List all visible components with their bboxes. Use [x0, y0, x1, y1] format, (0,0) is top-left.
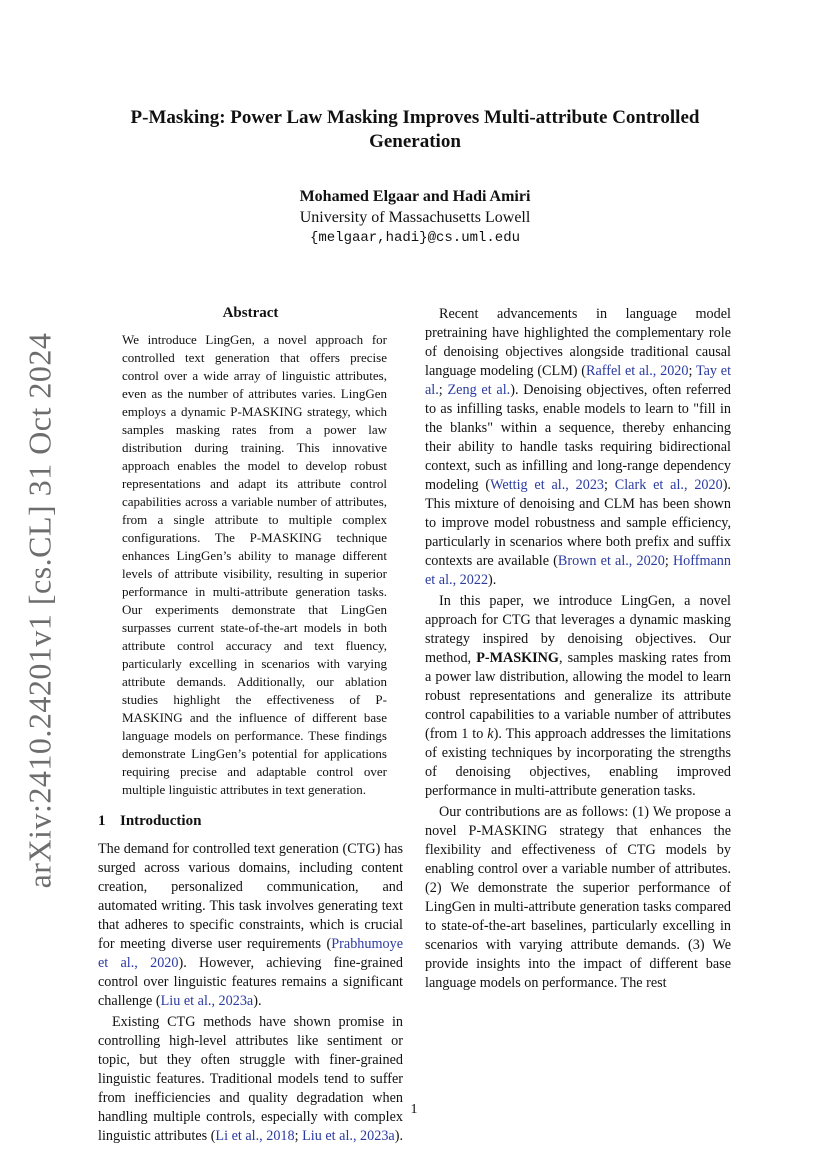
citation-link[interactable]: Clark et al., 2020 [614, 477, 723, 493]
text-run: Existing CTG methods have shown promise in controlling high-level attributes like sentiment or topic, but they often struggle with finer-grained linguistic features. Traditional models tend to suffer from inefficiencies and quality degradation when handling multiple controls, especially with complex linguistic attributes ( [98, 1014, 403, 1144]
citation-link[interactable]: Li et al., 2018 [215, 1128, 295, 1144]
math-variable: k [487, 726, 494, 742]
method-name: P-MASKING [476, 650, 559, 666]
text-run: ). This mixture of denoising and CLM has been shown to improve model robustness and sample efficiency, particularly in scenarios where both prefix and suffix contexts are available ( [425, 477, 731, 569]
citation-link[interactable]: Hoffmann et al., 2022 [425, 553, 731, 588]
intro-paragraph-3 [425, 305, 731, 590]
abstract-text: We introduce LingGen, a novel approach for controlled text generation that offers precise control over a wide array of linguistic attributes, even as the number of attributes varies. LingGen employs a dynamic P-MASKING strategy, which samples masking rates from a power law distribution during training. This innovative approach enables the model to develop robust representations and adapt its attribute control capabilities across a variable number of attributes, from a single attribute to multiple complex configurations. The P-MASKING technique enhances LingGen’s ability to manage different levels of attribute visibility, resulting in superior performance in multi-attribute generation tasks. Our experiments demonstrate that LingGen surpasses current state-of-the-art models in both attribute control accuracy and text fluency, particularly excelling in scenarios with varying attribute demands. Additionally, our ablation studies highlight the effectiveness of P-MASKING and the influence of different base language models on performance. These findings demonstrate LingGen’s potential for applications requiring precise and adaptable control over multiple linguistic attributes in text generation. [122, 332, 387, 797]
text-run: , samples masking rates from a power law distribution, allowing the model to learn robust representations and generalize its attribute control capabilities to a variable number of attributes (from 1 to [425, 650, 731, 742]
text-run: ; [438, 382, 448, 398]
section-number: 1 [98, 813, 106, 829]
text-run: ; [294, 1128, 303, 1144]
arxiv-stamp-text: arXiv:2410.24201v1 [cs.CL] 31 Oct 2024 [21, 332, 58, 888]
author-names: Mohamed Elgaar and Hadi Amiri [299, 188, 531, 205]
citation-link[interactable]: Liu et al., 2023a [302, 1128, 395, 1144]
citation-link[interactable]: Raffel et al., 2020 [586, 363, 689, 379]
citation-link[interactable]: Prabhumoye et al., 2020 [98, 936, 403, 971]
paper-title: P-Masking: Power Law Masking Improves Multi-attribute Controlled Generation [130, 107, 700, 152]
page-number: 1 [410, 1102, 418, 1117]
intro-paragraph-1 [98, 840, 403, 1011]
arxiv-stamp [12, 332, 68, 888]
citation-link[interactable]: Zeng et al. [447, 382, 511, 398]
text-run: ). However, achieving fine-grained control over linguistic features remains a significant challenge ( [98, 955, 403, 1009]
text-run: ). [253, 993, 262, 1009]
abstract-heading: Abstract [222, 305, 279, 321]
text-run: ; [604, 477, 615, 493]
citation-link[interactable]: Brown et al., 2020 [557, 553, 665, 569]
citation-link[interactable]: Liu et al., 2023a [160, 993, 254, 1009]
author-email: {melgaar,hadi}@cs.uml.edu [309, 230, 521, 246]
text-run: ; [688, 363, 696, 379]
intro-paragraph-4 [425, 592, 731, 801]
right-column [425, 305, 731, 993]
left-column [98, 305, 403, 1146]
text-run: In this paper, we introduce LingGen, a novel approach for CTG that leverages a dynamic masking strategy inspired by denoising objectives. Our method, [425, 593, 731, 666]
citation-link[interactable]: Wettig et al., 2023 [490, 477, 605, 493]
text-run: ; [664, 553, 673, 569]
citation-link[interactable]: Tay et al. [425, 363, 732, 398]
text-run: ). [394, 1128, 403, 1144]
text-run: ). [488, 572, 497, 588]
intro-paragraph-5: Our contributions are as follows: (1) We propose a novel P-MASKING strategy that enhances the flexibility and effectiveness of CTG models by enabling control over a variable number of attributes. (2) We demonstrate the superior performance of LingGen in multi-attribute generation tasks compared to state-of-the-art baselines, particularly excelling in scenarios with varying attribute demands. (3) We provide insights into the impact of different base language models on performance. The rest [425, 804, 731, 991]
intro-paragraph-2 [98, 1013, 403, 1146]
author-affiliation: University of Massachusetts Lowell [299, 209, 531, 226]
section-title: Introduction [120, 813, 202, 829]
text-run: ). Denoising objectives, often referred to as infilling tasks, enable models to learn to "fill in the blanks" within a sequence, thereby enhancing their ability to handle tasks requiring bidirectional context, such as infilling and long-range dependency modeling ( [425, 382, 731, 493]
text-run: The demand for controlled text generation (CTG) has surged across various domains, including content creation, personalized communication, and automated writing. This task involves generating text that adheres to specific constraints, which is crucial for meeting diverse user requirements ( [98, 841, 403, 952]
author-block [100, 186, 730, 249]
text-run: Recent advancements in language model pretraining have highlighted the complementary role of denoising objectives alongside traditional causal language modeling (CLM) ( [425, 306, 731, 379]
text-run: ). This approach addresses the limitations of existing techniques by incorporating the strengths of denoising objectives, enabling improved performance in multi-attribute generation tasks. [425, 726, 731, 799]
section-heading-introduction [98, 813, 403, 830]
